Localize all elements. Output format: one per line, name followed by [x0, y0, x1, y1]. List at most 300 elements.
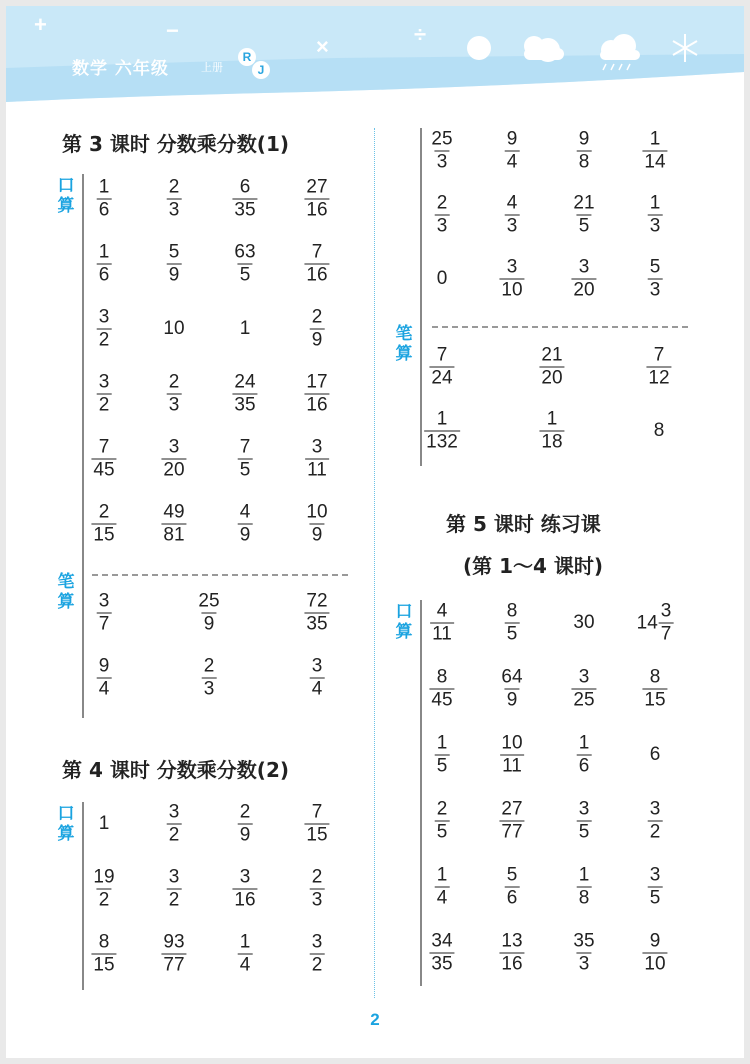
numerator: 1	[239, 931, 251, 953]
numerator: 19	[93, 866, 115, 888]
denominator: 18	[541, 431, 563, 453]
fraction	[97, 372, 112, 417]
lesson5-title: 第 5 课时 练习课	[446, 512, 601, 536]
numerator: 9	[98, 655, 110, 677]
answer-fraction	[234, 242, 255, 287]
answer-fraction	[505, 601, 520, 646]
fraction	[646, 345, 671, 390]
answer-fraction	[571, 257, 596, 302]
fraction	[429, 667, 454, 712]
numerator: 3	[506, 256, 518, 278]
denominator: 20	[163, 459, 185, 481]
answer-fraction	[577, 129, 592, 174]
denominator: 16	[306, 199, 328, 221]
denominator: 2	[168, 824, 180, 846]
denominator: 6	[98, 264, 110, 286]
fraction	[573, 193, 594, 238]
answer-fraction	[305, 437, 329, 482]
fraction	[167, 372, 182, 417]
numerator: 21	[573, 192, 595, 214]
answer-value	[650, 744, 661, 766]
integer-value: 1	[239, 318, 251, 339]
answer-fraction	[648, 193, 663, 238]
numerator: 13	[501, 930, 523, 952]
numerator: 3	[239, 866, 251, 888]
numerator: 6	[239, 176, 251, 198]
fraction	[234, 242, 255, 287]
denominator: 16	[306, 394, 328, 416]
answer-fraction	[642, 667, 667, 712]
vertical-rule	[82, 802, 84, 990]
numerator: 2	[311, 306, 323, 328]
answer-fraction	[238, 437, 253, 482]
denominator: 35	[431, 953, 453, 975]
numerator: 64	[501, 666, 523, 688]
fraction	[642, 931, 667, 976]
fraction	[577, 799, 592, 844]
numerator: 1	[649, 128, 661, 150]
answer-fraction	[648, 257, 663, 302]
numerator: 8	[506, 600, 518, 622]
numerator: 3	[98, 590, 110, 612]
fraction	[648, 257, 663, 302]
numerator: 7	[653, 344, 665, 366]
numerator: 3	[578, 666, 590, 688]
fraction	[577, 865, 592, 910]
denominator: 5	[649, 887, 661, 909]
numerator: 2	[311, 866, 323, 888]
answer-fraction	[304, 177, 329, 222]
answer-fraction	[304, 372, 329, 417]
answer-fraction	[501, 667, 522, 712]
denominator: 4	[436, 887, 448, 909]
denominator: 11	[432, 623, 452, 645]
answer-value	[240, 318, 251, 340]
fraction	[161, 932, 186, 977]
fraction	[539, 345, 564, 390]
fraction	[642, 129, 667, 174]
numerator: 27	[501, 798, 523, 820]
answer-fraction	[642, 931, 667, 976]
numerator: 3	[649, 864, 661, 886]
numerator: 5	[649, 256, 661, 278]
answer-fraction	[648, 865, 663, 910]
integer-value: 30	[573, 612, 595, 633]
integer-value: 0	[436, 268, 448, 289]
answer-fraction	[167, 242, 182, 287]
numerator: 7	[436, 344, 448, 366]
fraction	[97, 591, 112, 636]
denominator: 81	[163, 524, 185, 546]
denominator: 10	[644, 953, 666, 975]
denominator: 14	[644, 151, 666, 173]
numerator: 10	[306, 501, 328, 523]
times-icon: ×	[316, 34, 329, 59]
fraction	[161, 502, 186, 547]
denominator: 15	[644, 689, 666, 711]
denominator: 3	[436, 151, 448, 173]
answer-fraction	[304, 242, 329, 287]
fraction	[97, 656, 112, 701]
answer-fraction	[161, 932, 186, 977]
fraction	[91, 502, 116, 547]
vertical-rule	[82, 174, 84, 718]
vertical-rule	[420, 128, 422, 466]
numerator: 24	[234, 371, 256, 393]
numerator: 9	[649, 930, 661, 952]
sun-icon	[467, 36, 491, 60]
denominator: 35	[234, 394, 256, 416]
denominator: 4	[98, 678, 110, 700]
fraction	[238, 932, 253, 977]
mixed-number	[637, 601, 674, 646]
fraction	[435, 865, 450, 910]
fraction	[304, 372, 329, 417]
denominator: 6	[578, 755, 590, 777]
denominator: 7	[98, 613, 110, 635]
numerator: 1	[649, 192, 661, 214]
answer-value	[163, 318, 184, 340]
page-number: 2	[370, 1010, 380, 1029]
answer-fraction	[304, 802, 329, 847]
fraction	[305, 437, 329, 482]
fraction	[429, 345, 454, 390]
denominator: 4	[506, 151, 518, 173]
answer-fraction	[505, 865, 520, 910]
fraction	[91, 932, 116, 977]
numerator: 72	[306, 590, 328, 612]
numerator: 7	[239, 436, 251, 458]
badge-r: R	[238, 48, 256, 66]
answer-fraction	[310, 867, 325, 912]
denominator: 45	[431, 689, 453, 711]
numerator: 5	[168, 241, 180, 263]
fraction	[435, 799, 450, 844]
fraction	[304, 177, 329, 222]
denominator: 12	[648, 367, 670, 389]
answer-fraction	[232, 372, 257, 417]
answer-fraction	[161, 437, 186, 482]
denominator: 4	[311, 678, 323, 700]
numerator: 63	[234, 241, 256, 263]
fraction	[238, 437, 253, 482]
numerator: 2	[98, 501, 110, 523]
fraction	[97, 177, 112, 222]
numerator: 3	[660, 600, 672, 622]
numerator: 8	[649, 666, 661, 688]
numerator: 27	[306, 176, 328, 198]
denominator: 132	[426, 431, 458, 453]
denominator: 11	[502, 755, 522, 777]
denominator: 3	[578, 953, 590, 975]
fraction	[306, 502, 327, 547]
answer-fraction	[310, 932, 325, 977]
fraction	[310, 867, 325, 912]
answer-fraction	[539, 409, 564, 454]
denominator: 5	[506, 623, 518, 645]
numerator: 4	[506, 192, 518, 214]
denominator: 7	[660, 623, 672, 645]
header-volume: 上册	[201, 61, 223, 74]
dashed-separator	[92, 574, 348, 576]
answer-fraction	[97, 656, 112, 701]
denominator: 77	[501, 821, 523, 843]
answer-fraction	[304, 591, 329, 636]
numerator: 3	[649, 798, 661, 820]
denominator: 11	[307, 459, 327, 481]
denominator: 9	[239, 824, 251, 846]
denominator: 3	[168, 394, 180, 416]
numerator: 2	[168, 371, 180, 393]
answer-fraction	[435, 865, 450, 910]
fraction	[202, 656, 217, 701]
vertical-rule	[420, 600, 422, 986]
fraction	[648, 865, 663, 910]
answer-fraction	[167, 802, 182, 847]
denominator: 9	[311, 329, 323, 351]
fraction	[499, 257, 524, 302]
fraction	[161, 437, 186, 482]
numerator: 10	[501, 732, 523, 754]
denominator: 3	[506, 215, 518, 237]
answer-value	[654, 420, 665, 442]
numerator: 21	[541, 344, 563, 366]
denominator: 10	[501, 279, 523, 301]
column-divider	[374, 128, 375, 998]
answer-fraction	[577, 865, 592, 910]
numerator: 7	[311, 241, 323, 263]
fraction	[573, 931, 594, 976]
denominator: 20	[541, 367, 563, 389]
oral-label: 口算	[57, 804, 75, 844]
answer-fraction	[435, 733, 450, 778]
numerator: 2	[436, 192, 448, 214]
numerator: 2	[203, 655, 215, 677]
answer-page	[6, 6, 744, 1058]
fraction	[577, 129, 592, 174]
divide-icon: ÷	[414, 22, 427, 47]
denominator: 24	[431, 367, 453, 389]
fraction	[571, 667, 596, 712]
numerator: 4	[436, 600, 448, 622]
numerator: 1	[436, 864, 448, 886]
denominator: 15	[93, 954, 115, 976]
numerator: 3	[168, 801, 180, 823]
numerator: 1	[436, 408, 448, 430]
denominator: 16	[234, 889, 256, 911]
denominator: 77	[163, 954, 185, 976]
numerator: 8	[436, 666, 448, 688]
denominator: 2	[98, 329, 110, 351]
numerator: 7	[311, 801, 323, 823]
fraction	[499, 931, 524, 976]
fraction	[238, 802, 253, 847]
answer-fraction	[97, 177, 112, 222]
numerator: 9	[578, 128, 590, 150]
answer-fraction	[577, 799, 592, 844]
answer-fraction	[198, 591, 219, 636]
answer-fraction	[232, 177, 257, 222]
numerator: 3	[168, 436, 180, 458]
numerator: 3	[98, 371, 110, 393]
fraction	[571, 257, 596, 302]
denominator: 35	[234, 199, 256, 221]
denominator: 9	[203, 613, 215, 635]
numerator: 93	[163, 931, 185, 953]
header-subject: 数学 六年级	[72, 59, 169, 79]
denominator: 2	[168, 889, 180, 911]
numerator: 34	[431, 930, 453, 952]
answer-fraction	[97, 242, 112, 287]
numerator: 35	[573, 930, 595, 952]
numerator: 8	[98, 931, 110, 953]
fraction	[304, 802, 329, 847]
fraction	[431, 129, 452, 174]
denominator: 25	[573, 689, 595, 711]
integer-value: 6	[649, 744, 661, 765]
answer-fraction	[429, 667, 454, 712]
answer-fraction	[202, 656, 217, 701]
answer-fraction	[499, 257, 524, 302]
denominator: 9	[311, 524, 323, 546]
denominator: 9	[168, 264, 180, 286]
numerator: 1	[578, 864, 590, 886]
fraction	[93, 867, 114, 912]
fraction	[97, 242, 112, 287]
dashed-separator	[432, 326, 688, 328]
denominator: 3	[203, 678, 215, 700]
answer-fraction	[232, 867, 257, 912]
fraction	[167, 177, 182, 222]
answer-fraction	[573, 931, 594, 976]
answer-fraction	[93, 867, 114, 912]
answer-fraction	[577, 733, 592, 778]
denominator: 8	[578, 887, 590, 909]
answer-fraction	[238, 802, 253, 847]
numerator: 17	[306, 371, 328, 393]
answer-fraction	[310, 656, 325, 701]
fraction	[539, 409, 564, 454]
denominator: 5	[436, 755, 448, 777]
denominator: 2	[649, 821, 661, 843]
fraction	[304, 242, 329, 287]
oral-label: 口算	[395, 602, 413, 642]
denominator: 3	[168, 199, 180, 221]
answer-fraction	[429, 345, 454, 390]
answer-fraction	[310, 307, 325, 352]
lesson4-title: 第 4 课时 分数乘分数(2)	[62, 758, 290, 782]
minus-icon: −	[166, 18, 179, 43]
answer-fraction	[646, 345, 671, 390]
numerator: 5	[506, 864, 518, 886]
answer-fraction	[429, 931, 454, 976]
numerator: 25	[431, 128, 453, 150]
fraction	[310, 307, 325, 352]
denominator: 2	[98, 394, 110, 416]
answer-fraction	[238, 932, 253, 977]
numerator: 1	[436, 732, 448, 754]
answer-fraction	[97, 372, 112, 417]
denominator: 9	[239, 524, 251, 546]
fraction	[648, 799, 663, 844]
written-label: 笔算	[395, 324, 413, 364]
fraction	[424, 409, 460, 454]
oral-label: 口算	[57, 176, 75, 216]
answer-fraction	[505, 129, 520, 174]
numerator: 7	[98, 436, 110, 458]
integer-value: 10	[163, 318, 185, 339]
fraction	[429, 931, 454, 976]
answer-fraction	[435, 799, 450, 844]
numerator: 1	[98, 176, 110, 198]
numerator: 1	[546, 408, 558, 430]
numerator: 3	[98, 306, 110, 328]
numerator: 3	[311, 436, 323, 458]
integer-value: 1	[98, 813, 110, 834]
denominator: 3	[649, 215, 661, 237]
fraction	[91, 437, 116, 482]
answer-fraction	[167, 177, 182, 222]
plus-icon: +	[34, 12, 47, 37]
fraction	[505, 129, 520, 174]
denominator: 45	[93, 459, 115, 481]
fraction	[232, 372, 257, 417]
numerator: 3	[168, 866, 180, 888]
answer-fraction	[499, 931, 524, 976]
denominator: 5	[436, 821, 448, 843]
denominator: 9	[506, 689, 518, 711]
answer-fraction	[499, 799, 524, 844]
answer-fraction	[97, 307, 112, 352]
fraction	[232, 177, 257, 222]
numerator: 3	[578, 256, 590, 278]
answer-value	[99, 813, 110, 835]
fraction	[167, 242, 182, 287]
numerator: 9	[506, 128, 518, 150]
denominator: 15	[93, 524, 115, 546]
fraction	[659, 601, 674, 646]
numerator: 1	[578, 732, 590, 754]
answer-fraction	[97, 591, 112, 636]
whole-part: 14	[636, 612, 658, 633]
denominator: 5	[578, 821, 590, 843]
numerator: 4	[239, 501, 251, 523]
denominator: 6	[98, 199, 110, 221]
numerator: 25	[198, 590, 220, 612]
integer-value: 8	[653, 420, 665, 441]
fraction	[430, 601, 454, 646]
answer-fraction	[648, 799, 663, 844]
denominator: 6	[506, 887, 518, 909]
answer-fraction	[431, 129, 452, 174]
fraction	[97, 307, 112, 352]
denominator: 8	[578, 151, 590, 173]
fraction	[232, 867, 257, 912]
denominator: 20	[573, 279, 595, 301]
answer-fraction	[571, 667, 596, 712]
numerator: 2	[239, 801, 251, 823]
denominator: 3	[436, 215, 448, 237]
answer-fraction	[539, 345, 564, 390]
denominator: 35	[306, 613, 328, 635]
lesson5-subtitle: (第 1～4 课时)	[463, 554, 604, 578]
numerator: 2	[436, 798, 448, 820]
fraction	[198, 591, 219, 636]
answer-fraction	[306, 502, 327, 547]
fraction	[648, 193, 663, 238]
written-label: 笔算	[57, 572, 75, 612]
numerator: 3	[311, 931, 323, 953]
